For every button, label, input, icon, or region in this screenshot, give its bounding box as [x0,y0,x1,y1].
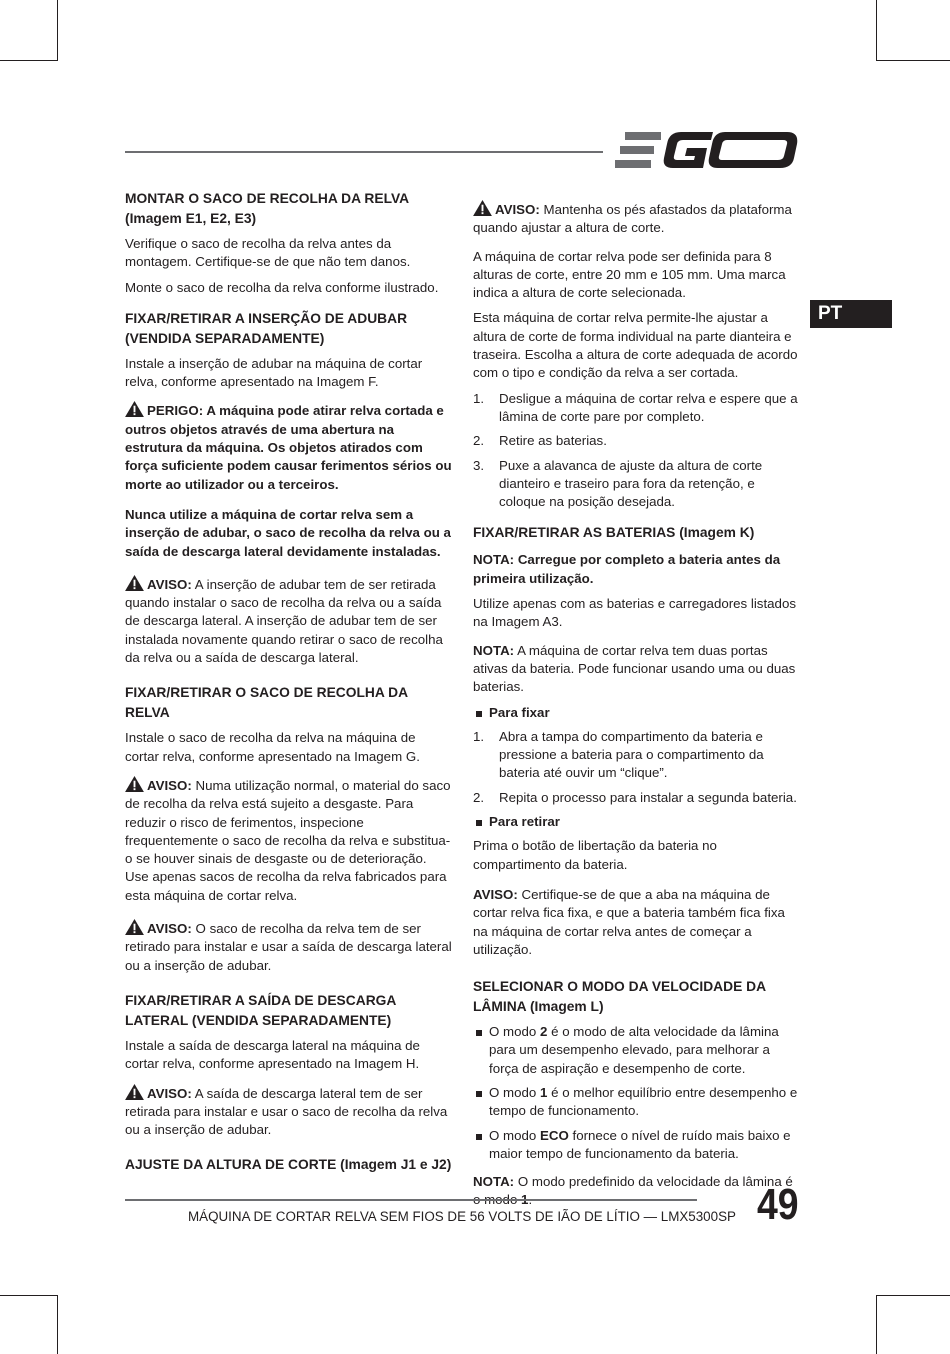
note-text: A máquina de cortar relva tem duas portas ativas da bateria. Pode funcionar usando uma ou duas baterias. [473,642,796,695]
mode-key: ECO [540,1127,569,1143]
crop-mark [57,0,58,60]
warning-icon [473,200,492,216]
square-bullet-icon [476,1134,482,1140]
warning-notice [125,919,453,975]
list-item [473,1084,801,1121]
ego-logo [615,128,800,172]
paragraph: Verifique o saco de recolha da relva antes da montagem. Certifique-se de que não tem danos. [125,236,411,270]
warning-notice [125,575,453,667]
step-number: 1. [473,390,485,406]
paragraph: Monte o saco de recolha da relva conforme ilustrado. [125,279,439,295]
step-text: Retire as baterias. [499,433,607,449]
mode-text: O modo [489,1127,540,1143]
crop-mark [876,60,950,61]
crop-mark [0,1295,58,1296]
right-column [473,200,801,1217]
danger-notice [125,401,453,493]
mode-text: é o melhor equilíbrio entre desempenho e tempo de funcionamento. [489,1084,798,1119]
square-bullet-icon [476,1030,482,1036]
warning-text: Numa utilização normal, o material do saco de recolha da relva está sujeito a desgaste. Para reduzir o risco de ferimentos, inspecione frequentemente o saco de recolha da relva e substitua-o se houver sinais de desgaste ou de deterioração. Use apenas sacos de recolha da relva fabricados para esta máquina de cortar relva. [125,777,451,903]
note [473,642,801,697]
mode-list [473,1023,801,1163]
warning-label: AVISO: [147,576,192,592]
warning-icon [125,401,144,417]
crop-mark [876,0,877,60]
step-number: 1. [473,728,485,744]
warning-notice [473,200,801,238]
note-label: NOTA: [473,552,515,568]
paragraph: A máquina de cortar relva pode ser definida para 8 alturas de corte, entre 20 mm e 105 mm. Uma marca indica a altura de corte selecionada. [473,248,786,301]
crop-mark [876,1295,877,1354]
step-text: Desligue a máquina de cortar relva e espere que a lâmina de corte pare por completo. [499,390,798,424]
warning-text: O saco de recolha da relva tem de ser retirado para instalar e usar a saída de descarga lateral ou a inserção de adubar. [125,921,452,973]
warning-icon [125,575,144,591]
paragraph: Esta máquina de cortar relva permite-lhe ajustar a altura de corte de forma individual na parte dianteira e traseira. Escolha a altura de corte adequada de acordo com o tipo e condição da relva a ser cortada. [473,310,798,381]
left-column [125,189,453,1181]
square-bullet-icon [476,820,482,826]
mode-text: é o modo de alta velocidade da lâmina para um desempenho elevado, para melhorar a força de aspiração e desempenho de corte. [489,1024,779,1076]
crop-mark [876,1295,950,1296]
warning-text: Mantenha os pés afastados da plataforma quando ajustar a altura de corte. [473,202,792,236]
list-item [473,1127,801,1164]
section-title: FIXAR/RETIRAR A SAÍDA DE DESCARGA LATERAL (VENDIDA SEPARADAMENTE) [125,992,396,1028]
list-item [473,432,801,450]
fix-heading-list [473,704,801,722]
list-item [473,789,801,807]
paragraph: Instale a saída de descarga lateral na máquina de cortar relva, conforme apresentado na Imagem H. [125,1037,420,1072]
warning-icon [125,776,144,792]
page-number: 49 [757,1180,799,1229]
section-title: FIXAR/RETIRAR A INSERÇÃO DE ADUBAR (VENDIDA SEPARADAMENTE) [125,310,408,346]
step-number: 2. [473,433,485,449]
step-number: 3. [473,457,485,473]
mode-text: O modo [489,1084,540,1100]
note-label: NOTA: [473,642,515,658]
footer-title: MÁQUINA DE CORTAR RELVA SEM FIOS DE 56 VOLTS DE IÃO DE LÍTIO — LMX5300SP [188,1209,736,1224]
section-title: SELECIONAR O MODO DA VELOCIDADE DA LÂMINA (Imagem L) [473,979,766,1015]
header-rule [125,151,603,153]
remove-heading-list [473,813,801,831]
step-text: Repita o processo para instalar a segunda bateria. [499,789,797,805]
warning-text: A inserção de adubar tem de ser retirada quando instalar o saco de recolha da relva ou a saída de descarga lateral. A inserção de adubar tem de ser instalada novamente quando retirar o saco de recolha da relva ou a saída de descarga lateral. [125,576,443,666]
square-bullet-icon [476,1091,482,1097]
adjust-steps [473,390,801,512]
section-title: FIXAR/RETIRAR AS BATERIAS (Imagem K) [473,525,755,541]
section-title: MONTAR O SACO DE RECOLHA DA RELVA (Imagem E1, E2, E3) [125,191,409,226]
note-text: Carregue por completo a bateria antes da primeira utilização. [473,552,781,586]
paragraph: Utilize apenas com as baterias e carregadores listados na Imagem A3. [473,596,796,630]
note [473,551,801,588]
warning-label: AVISO: [147,1085,192,1101]
note [473,1173,801,1210]
fix-label: Para fixar [489,704,550,720]
step-text: Abra a tampa do compartimento da bateria e pressione a bateria para o compartimento da bateria até ouvir um “clique”. [499,728,764,781]
paragraph: Instale o saco de recolha da relva na máquina de cortar relva, conforme apresentado na Imagem G. [125,730,420,764]
note-text: O modo predefinido da velocidade da lâmina é [517,1174,793,1190]
mode-text: fornece o nível de ruído mais baixo e maior tempo de funcionamento da bateria. [489,1127,791,1161]
warning-notice [125,776,453,905]
bold-paragraph: Nunca utilize a máquina de cortar relva sem a inserção de adubar, o saco de recolha da relva ou a saída de descarga lateral devidamente instaladas. [125,506,451,559]
language-tab: PT [810,300,892,328]
list-item [473,728,801,783]
section-title: FIXAR/RETIRAR O SACO DE RECOLHA DA RELVA [125,685,408,721]
list-item [473,813,801,831]
mode-key: 1 [540,1084,548,1100]
remove-label: Para retirar [489,814,560,830]
crop-mark [0,60,58,61]
danger-text: PERIGO: A máquina pode atirar relva cortada e outros objetos através de uma abertura na estrutura da máquina. Os objetos atirados com força suficiente podem causar ferimentos sérios ou morte ao utilizador ou a terceiros. [125,403,452,492]
fix-steps [473,728,801,807]
warning-icon [125,1084,144,1100]
list-item [473,1023,801,1078]
warning-notice [473,886,801,959]
warning-label: AVISO: [147,921,192,937]
warning-notice [125,1084,453,1140]
warning-icon [125,919,144,935]
footer-rule [125,1199,697,1201]
warning-text: Certifique-se de que a aba na máquina de cortar relva fica fixa, e que a bateria também fica fixa na máquina de cortar relva antes de começar a utilização. [473,886,785,957]
paragraph: Instale a inserção de adubar na máquina de cortar relva, conforme apresentado na Imagem F. [125,355,423,390]
list-item [473,704,801,722]
warning-label: AVISO: [495,202,540,217]
crop-mark [57,1295,58,1354]
warning-label: AVISO: [473,886,518,902]
step-number: 2. [473,789,485,805]
section-title: AJUSTE DA ALTURA DE CORTE (Imagem J1 e J2) [125,1157,452,1173]
list-item [473,390,801,427]
mode-text: O modo [489,1024,540,1040]
warning-label: AVISO: [147,777,192,793]
step-text: Puxe a alavanca de ajuste da altura de corte dianteiro e traseiro para fora da retenção, e coloque na posição desejada. [499,457,763,510]
list-item [473,457,801,512]
note-label: NOTA: [473,1174,515,1190]
square-bullet-icon [476,711,482,717]
warning-text: A saída de descarga lateral tem de ser retirada para instalar e usar o saco de recolha da relva ou a inserção de adubar. [125,1085,448,1138]
mode-key: 2 [540,1024,548,1040]
paragraph: Prima o botão de libertação da bateria no compartimento da bateria. [473,838,717,872]
